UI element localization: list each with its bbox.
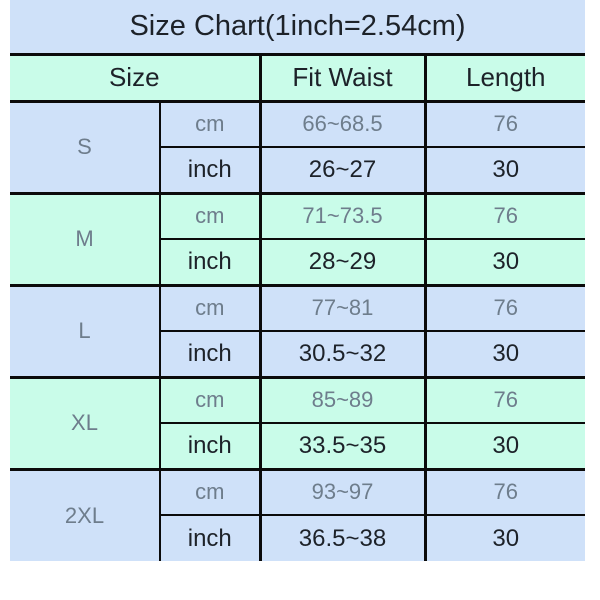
- size-label: S: [10, 101, 160, 193]
- unit-label: inch: [160, 515, 260, 561]
- fit-waist-value: 66~68.5: [260, 101, 425, 147]
- length-value: 76: [425, 101, 585, 147]
- table-row-2xl-cm: [10, 469, 585, 515]
- fit-waist-value: 85~89: [260, 377, 425, 423]
- length-value: 30: [425, 331, 585, 377]
- size-chart-table: [10, 0, 585, 561]
- header-size: Size: [10, 54, 260, 101]
- unit-label: inch: [160, 147, 260, 193]
- fit-waist-value: 30.5~32: [260, 331, 425, 377]
- length-value: 76: [425, 285, 585, 331]
- table-row-xl-cm: [10, 377, 585, 423]
- unit-label: cm: [160, 101, 260, 147]
- unit-label: cm: [160, 285, 260, 331]
- unit-label: cm: [160, 469, 260, 515]
- size-label: L: [10, 285, 160, 377]
- length-value: 76: [425, 377, 585, 423]
- fit-waist-value: 26~27: [260, 147, 425, 193]
- length-value: 30: [425, 423, 585, 469]
- fit-waist-value: 93~97: [260, 469, 425, 515]
- unit-label: inch: [160, 331, 260, 377]
- length-value: 30: [425, 239, 585, 285]
- table-row-s-cm: [10, 101, 585, 147]
- fit-waist-value: 71~73.5: [260, 193, 425, 239]
- table-row-m-cm: [10, 193, 585, 239]
- header-length: Length: [425, 54, 585, 101]
- unit-label: cm: [160, 377, 260, 423]
- length-value: 30: [425, 147, 585, 193]
- size-label: M: [10, 193, 160, 285]
- unit-label: inch: [160, 239, 260, 285]
- fit-waist-value: 36.5~38: [260, 515, 425, 561]
- header-fit-waist: Fit Waist: [260, 54, 425, 101]
- unit-label: cm: [160, 193, 260, 239]
- chart-title: Size Chart(1inch=2.54cm): [10, 0, 585, 54]
- fit-waist-value: 28~29: [260, 239, 425, 285]
- size-label: 2XL: [10, 469, 160, 561]
- unit-label: inch: [160, 423, 260, 469]
- title-row: [10, 0, 585, 54]
- fit-waist-value: 33.5~35: [260, 423, 425, 469]
- fit-waist-value: 77~81: [260, 285, 425, 331]
- size-label: XL: [10, 377, 160, 469]
- header-row: [10, 54, 585, 101]
- length-value: 76: [425, 193, 585, 239]
- table-row-l-cm: [10, 285, 585, 331]
- length-value: 76: [425, 469, 585, 515]
- length-value: 30: [425, 515, 585, 561]
